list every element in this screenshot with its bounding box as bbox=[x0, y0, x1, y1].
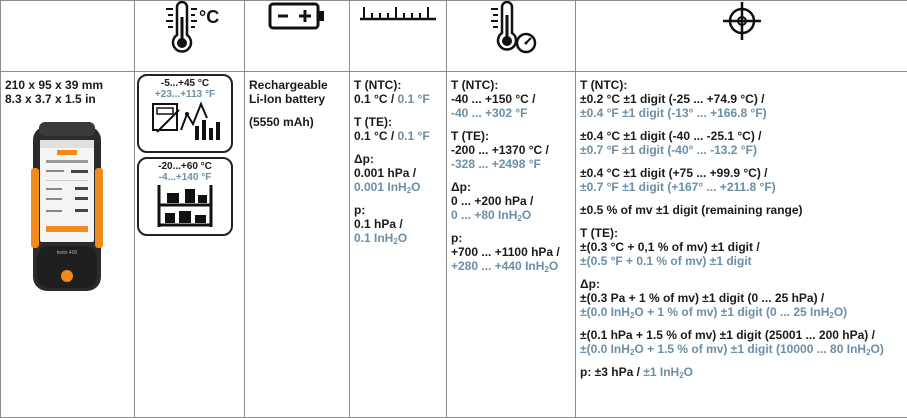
dimensions-imperial: 8.3 x 3.7 x 1.5 in bbox=[5, 92, 96, 106]
content-row bbox=[1, 72, 907, 418]
header-row bbox=[1, 1, 907, 72]
operating-temperature-box: -5...+45 °C +23...+113 °F bbox=[137, 74, 233, 153]
storage-temperature-box: -20...+60 °C -4...+140 °F bbox=[137, 157, 233, 236]
range-te-label: T (TE): bbox=[451, 129, 489, 143]
header-resolution-cell bbox=[350, 1, 447, 72]
crosshair-target-icon bbox=[722, 28, 762, 45]
header-empty-cell bbox=[1, 1, 135, 72]
resolution-dp-label: Δp: bbox=[354, 152, 374, 166]
accuracy-ntc-label: T (NTC): bbox=[580, 78, 628, 92]
header-battery-cell bbox=[245, 1, 350, 72]
header-temperature-cell bbox=[135, 1, 245, 72]
measuring-range-cell: T (NTC): -40 ... +150 °C / -40 ... +302 °F T (TE): -200 ... +1370 °C / -328 ... +2498 °F Δp: 0 ... +200 hPa / 0 ... +80 InH$_2$O p: +700 ... +1100 hPa / +280 ... +440 InH$_2$O bbox=[447, 72, 576, 418]
dimensions-metric: 210 x 95 x 39 mm bbox=[5, 78, 104, 92]
celsius-unit-label: °C bbox=[198, 7, 219, 27]
range-p-label: p: bbox=[451, 231, 463, 245]
resolution-ntc-label: T (NTC): bbox=[354, 78, 402, 92]
accuracy-p-text: p: ±3 hPa / bbox=[580, 365, 640, 379]
accuracy-dp-label: Δp: bbox=[580, 277, 600, 291]
dimensions-cell bbox=[1, 72, 135, 418]
resolution-te-label: T (TE): bbox=[354, 115, 392, 129]
storage-shelf-icon bbox=[153, 216, 217, 233]
battery-icon bbox=[268, 18, 326, 35]
device-brand-label: testo 400 bbox=[56, 250, 78, 256]
temperature-conditions-cell bbox=[135, 72, 245, 418]
accuracy-cell: T (NTC): ±0.2 °C ±1 digit (-25 ... +74.9 °C) / ±0.4 °F ±1 digit (-13° ... +166.8 °F) ±0.4 °C ±1 digit (-40 ... -25.1 °C) / ±0.7 °F ±1 digit (-40° ... -13.2 °F) ±0.4 °C ±1 digit (+75 ... +99.9 °C) / ±0.7 °F ±1 digit (+167° ... +211.8 °F) ±0.5 % of mv ±1 digit (remaining range) T (TE): ±(0.3 °C + 0,1 % of mv) ±1 digit / ±(0.5 °F + 0.1 % of mv) ±1 digit Δp: ±(0.3 Pa + 1 % of mv) ±1 digit (0 ... 25 hPa) / ±(0.0 InH$_2$O + 1 % of mv) ±1 digit (0 ... 25 InH$_2$O) ±(0.1 hPa + 1.5 % of mv) ±1 digit (25001 ... 200 hPa) / ±(0.0 InH$_2$O + 1.5 % of mv) ±1 digit (10000 ... 80 InH$_2$O) p: ±3 hPa / ±1 InH$_2$O bbox=[576, 72, 907, 418]
header-range-cell bbox=[447, 1, 576, 72]
battery-line2: Li-Ion battery bbox=[249, 92, 326, 106]
ruler-scale-icon bbox=[358, 10, 438, 27]
battery-capacity: (5550 mAh) bbox=[249, 115, 314, 129]
measuring-operation-icon bbox=[147, 133, 223, 150]
battery-cell bbox=[245, 72, 350, 418]
resolution-cell: T (NTC): 0.1 °C / 0.1 °F T (TE): 0.1 °C / 0.1 °F Δp: 0.001 hPa / 0.001 InH$_2$O p: 0.1 hPa / 0.1 InH$_2$O bbox=[350, 72, 447, 418]
thermometer-celsius-icon bbox=[159, 7, 221, 59]
range-dp-label: Δp: bbox=[451, 180, 471, 194]
header-accuracy-cell bbox=[576, 1, 907, 72]
thermometer-gauge-icon bbox=[482, 42, 540, 59]
battery-line1: Rechargeable bbox=[249, 78, 328, 92]
accuracy-te-label: T (TE): bbox=[580, 226, 618, 240]
range-ntc-label: T (NTC): bbox=[451, 78, 499, 92]
device-image bbox=[31, 118, 134, 301]
resolution-p-label: p: bbox=[354, 203, 366, 217]
